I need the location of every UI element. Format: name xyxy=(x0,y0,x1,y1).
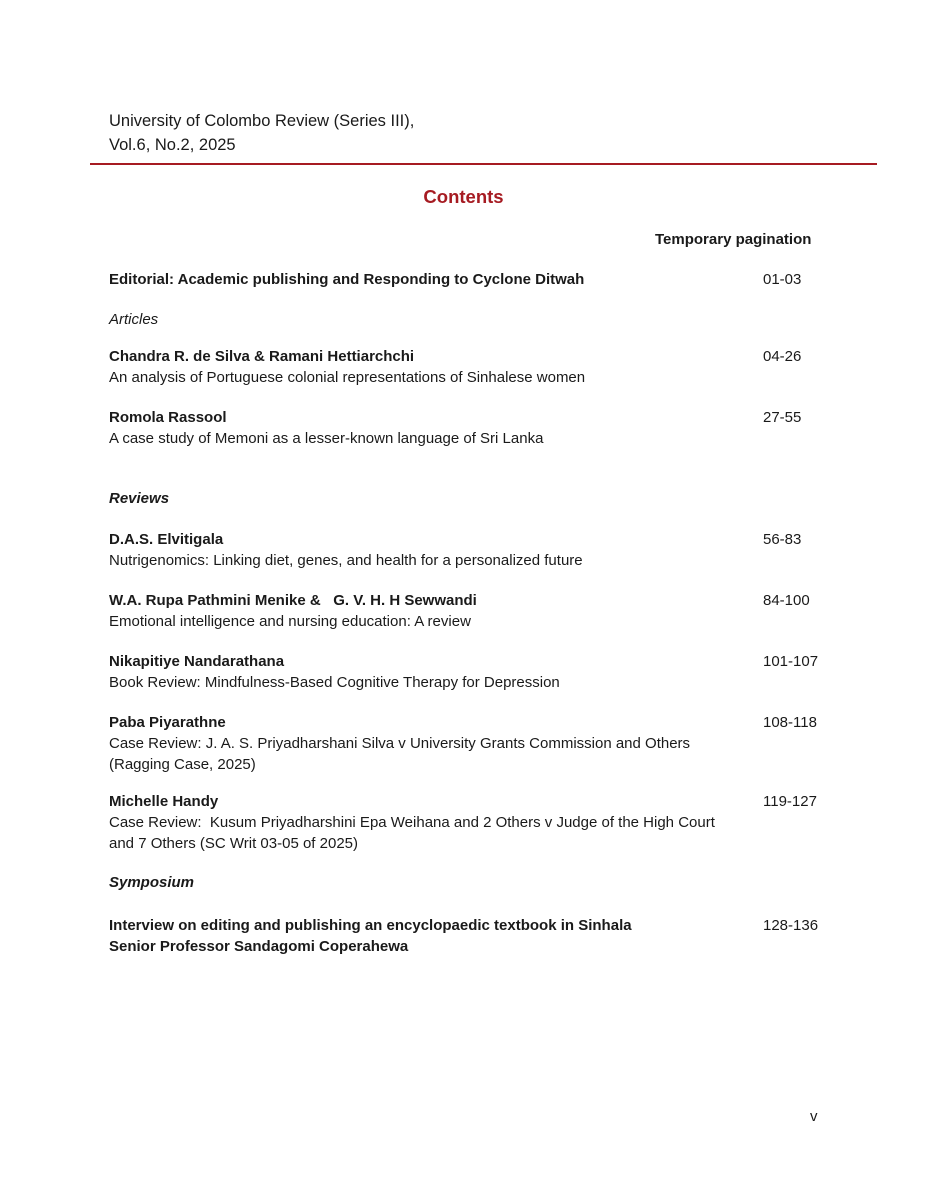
review-title: Nutrigenomics: Linking diet, genes, and health for a personalized future xyxy=(109,552,583,569)
page-number: v xyxy=(810,1108,818,1125)
review-authors: W.A. Rupa Pathmini Menike & G. V. H. H Sewwandi xyxy=(109,592,477,609)
pagination-header: Temporary pagination xyxy=(655,231,812,248)
review-title: Case Review: J. A. S. Priyadharshani Silva v University Grants Commission and Others xyxy=(109,735,691,752)
section-reviews: Reviews xyxy=(109,490,170,507)
review-pages: 56-83 xyxy=(763,531,802,548)
article-authors: Chandra R. de Silva & Ramani Hettiarchchi xyxy=(109,348,415,365)
symposium-author: Senior Professor Sandagomi Coperahewa xyxy=(109,938,409,955)
article-pages: 04-26 xyxy=(763,348,802,365)
section-symposium: Symposium xyxy=(109,874,195,891)
review-title: Emotional intelligence and nursing education: A review xyxy=(109,613,471,630)
journal-volume: Vol.6, No.2, 2025 xyxy=(109,136,236,154)
review-title-cont: (Ragging Case, 2025) xyxy=(109,756,256,773)
article-title: An analysis of Portuguese colonial representations of Sinhalese women xyxy=(109,369,586,386)
symposium-title: Interview on editing and publishing an encyclopaedic textbook in Sinhala xyxy=(109,917,632,934)
review-title: Case Review: Kusum Priyadharshini Epa Weihana and 2 Others v Judge of the High Court xyxy=(109,814,715,831)
journal-title: University of Colombo Review (Series III), xyxy=(109,112,415,130)
editorial-pages: 01-03 xyxy=(763,271,802,288)
review-authors: Nikapitiye Nandarathana xyxy=(109,653,285,670)
article-title: A case study of Memoni as a lesser-known language of Sri Lanka xyxy=(109,430,544,447)
review-pages: 119-127 xyxy=(763,793,817,810)
review-pages: 101-107 xyxy=(763,653,819,670)
page-title: Contents xyxy=(423,186,504,207)
review-authors: Paba Piyarathne xyxy=(109,714,226,731)
review-pages: 108-118 xyxy=(763,714,817,731)
review-authors: D.A.S. Elvitigala xyxy=(109,531,224,548)
review-title: Book Review: Mindfulness-Based Cognitive Therapy for Depression xyxy=(109,674,560,691)
article-pages: 27-55 xyxy=(763,409,802,426)
header-rule xyxy=(90,163,877,165)
editorial-title: Editorial: Academic publishing and Responding to Cyclone Ditwah xyxy=(109,271,585,288)
review-pages: 84-100 xyxy=(763,592,810,609)
symposium-pages: 128-136 xyxy=(763,917,819,934)
review-authors: Michelle Handy xyxy=(109,793,219,810)
review-title-cont: and 7 Others (SC Writ 03-05 of 2025) xyxy=(109,835,359,852)
section-articles: Articles xyxy=(109,311,159,328)
article-authors: Romola Rassool xyxy=(109,409,227,426)
